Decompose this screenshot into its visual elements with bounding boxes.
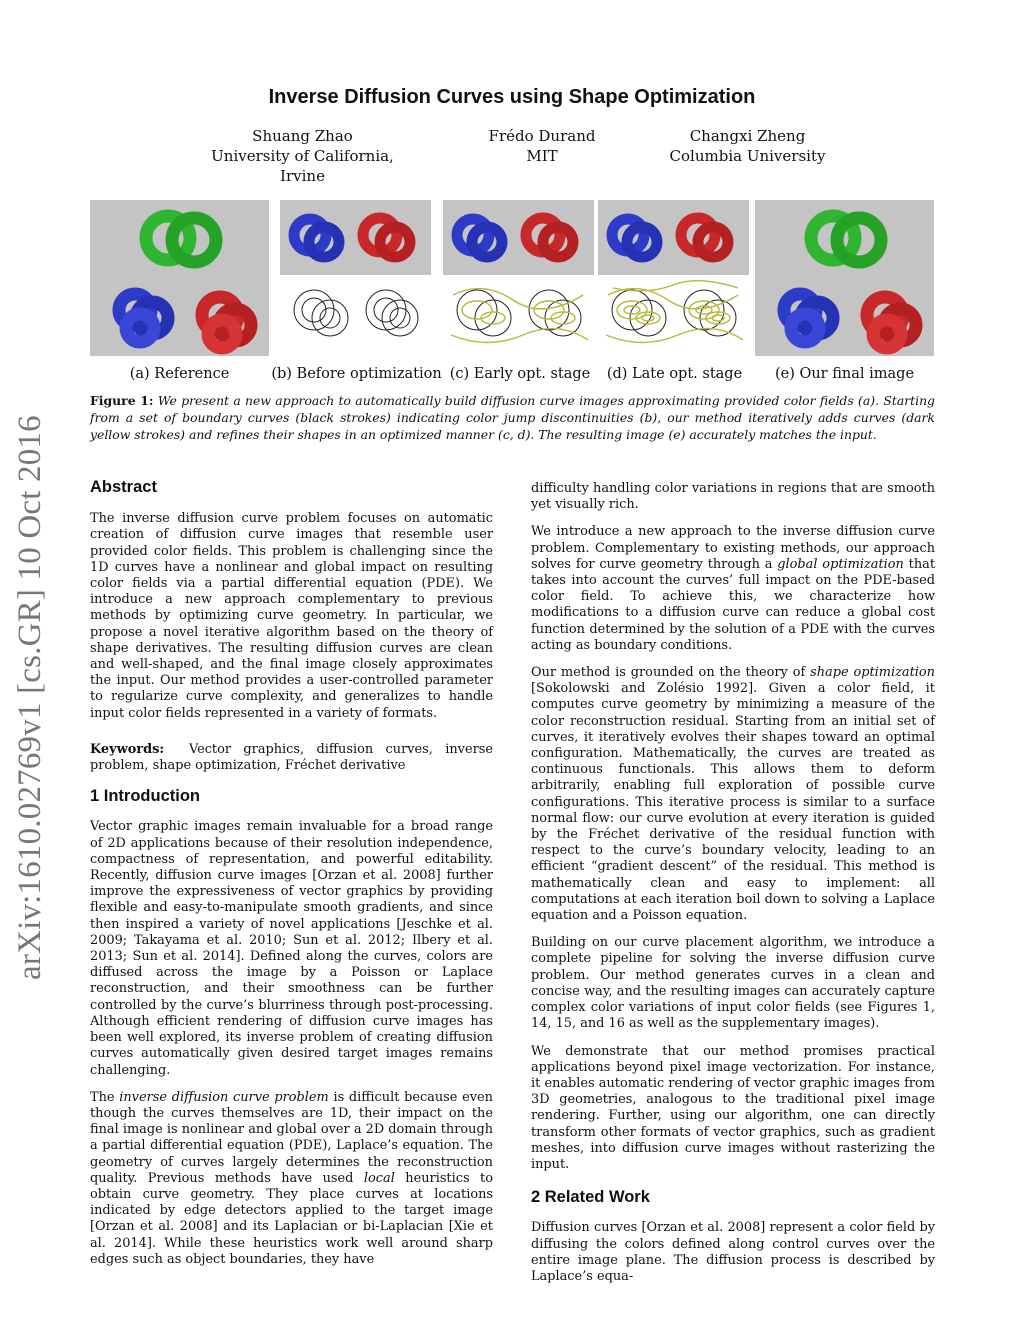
panel-caption-d: (d) Late opt. stage xyxy=(606,366,743,382)
keywords-label: Keywords: xyxy=(90,741,165,757)
author-1 xyxy=(190,126,415,186)
author-name: Shuang Zhao xyxy=(252,127,353,145)
figure-panel-d xyxy=(598,200,749,356)
figure-panel-b xyxy=(280,200,431,356)
panel-caption-b: (b) Before optimization xyxy=(271,366,442,382)
figure-label: Figure 1: xyxy=(90,393,154,408)
author-affiliation: University of California, Irvine xyxy=(211,147,394,185)
figure-panel-a xyxy=(90,200,269,356)
left-column xyxy=(90,479,493,1279)
related-work-paragraph: Diffusion curves [Orzan et al. 2008] represent a color field by diffusing the colors defined along control curves over the entire image plane. The diffusion process is described by Laplace’s equa- xyxy=(531,1220,935,1284)
panel-caption-c: (c) Early opt. stage xyxy=(449,366,591,382)
right-paragraph-0: difficulty handling color variations in regions that are smooth yet visually rich. xyxy=(531,481,935,513)
figure-caption-text: We present a new approach to automatically build diffusion curve images approximating provided color fields (a). Starting from a set of boundary curves (black strokes) indicating color jump discontinuities (b), our method iteratively adds curves (dark yellow strokes) and refines their shapes in an optimized manner (c, d). The resulting image (e) accurately matches the input. xyxy=(90,393,935,443)
right-paragraph-2: Our method is grounded on the theory of shape optimization [Sokolowski and Zolésio 1992]. Given a color field, it computes curve geometry by minimizing a measure of the color reconstruction residual. Starting from an initial set of curves, it iteratively evolves their shapes toward an optimal configuration. Mathematically, the curves are treated as continuous functionals. This allows them to deform arbitrarily, enabling full exploration of possible curve configurations. This iterative process is similar to a surface normal flow: our curve evolution at every iteration is guided by the Fréchet derivative of the residual function with respect to the curve’s boundary velocity, leading to an efficient “gradient descent” of the residual. This method is mathematically clean and easy to implement: all computations at each iteration boil down to solving a Laplace equation and a Poisson equation. xyxy=(531,665,935,924)
figure-panel-c xyxy=(443,200,594,356)
final-image xyxy=(755,200,934,356)
right-paragraph-4: We demonstrate that our method promises practical applications beyond pixel image vectorization. For instance, it enables automatic rendering of vector graphic images from 3D geometries, analogous to the traditional pixel image rendering. Further, using our algorithm, one can directly transform other formats of vector graphics, such as gradient meshes, into diffusion curve images without rasterizing the input. xyxy=(531,1043,935,1172)
related-work-heading: 2 Related Work xyxy=(531,1188,650,1207)
paper-title: Inverse Diffusion Curves using Shape Optimization xyxy=(268,86,756,108)
arxiv-stamp: arXiv:1610.02769v1 [cs.GR] 10 Oct 2016 xyxy=(12,415,48,980)
figure-caption xyxy=(90,392,935,444)
keywords xyxy=(90,742,493,774)
intro-heading: 1 Introduction xyxy=(90,787,200,806)
abstract-text: The inverse diffusion curve problem focuses on automatic creation of diffusion curve images that resemble user provided color fields. This problem is challenging since the 1D curves have a nonlinear and global impact on resulting color fields via a partial differential equation (PDE). We introduce a new approach complementary to previous methods by optimizing curve geometry. In particular, we propose a novel iterative algorithm based on the theory of shape derivatives. The resulting diffusion curves are clean and well-shaped, and the final image closely approximates the input. Our method provides a user-controlled parameter to regularize curve complexity, and generalizes to handle input color fields represented in a variety of formats. xyxy=(90,511,493,721)
panel-caption-e: (e) Our final image xyxy=(774,366,915,382)
late-stage-image xyxy=(598,200,749,356)
author-2 xyxy=(462,126,622,166)
author-affiliation: MIT xyxy=(526,147,558,165)
early-stage-image xyxy=(443,200,594,356)
figure-panel-e xyxy=(755,200,934,356)
intro-paragraph-1: Vector graphic images remain invaluable for a broad range of 2D applications because of their resolution independence, compactness of representation, and powerful editability. Recently, diffusion curve images [Orzan et al. 2008] further improve the expressiveness of vector graphics by providing flexible and easy-to-manipulate smooth gradients, and since then inspired a variety of novel applications [Jeschke et al. 2009; Takayama et al. 2010; Sun et al. 2012; Ilbery et al. 2013; Sun et al. 2014]. Defined along the curves, colors are diffused across the image by a Poisson or Laplace reconstruction, and their smoothness can be further controlled by the curve’s blurriness through post-processing. Although efficient rendering of diffusion curve images has been well explored, its inverse problem of creating diffusion curves automatically given desired target images remains challenging. xyxy=(90,819,493,1078)
author-3 xyxy=(660,126,835,166)
author-name: Frédo Durand xyxy=(488,127,596,145)
right-column xyxy=(531,481,935,1296)
abstract-heading: Abstract xyxy=(90,478,157,496)
boundary-curves-image xyxy=(280,200,431,356)
author-name: Changxi Zheng xyxy=(689,127,806,145)
intro-paragraph-2: The inverse diffusion curve problem is difficult because even though the curves themselves are 1D, their impact on the final image is nonlinear and global over a 2D domain through a partial differential equation (PDE), Laplace’s equation. The geometry of curves largely determines the reconstruction quality. Previous methods have used local heuristics to obtain curve geometry. They place curves at locations indicated by edge detectors applied to the target image [Orzan et al. 2008] and its Laplacian or bi-Laplacian [Xie et al. 2014]. While these heuristics work well around sharp edges such as object boundaries, they have xyxy=(90,1089,493,1267)
knots-reference-image xyxy=(90,200,269,356)
author-affiliation: Columbia University xyxy=(669,147,826,165)
right-paragraph-3: Building on our curve placement algorithm, we introduce a complete pipeline for solving the inverse diffusion curve problem. Our method generates curves in a clean and concise way, and the resulting images can accurately capture complex color variations of input color fields (see Figures 1, 14, 15, and 16 as well as the supplementary images). xyxy=(531,935,935,1032)
right-paragraph-1: We introduce a new approach to the inverse diffusion curve problem. Complementary to existing methods, our approach solves for curve geometry through a global optimization that takes into account the curves’ full impact on the PDE-based color field. To achieve this, we characterize how modifications to a diffusion curve can reduce a global cost function determined by the solution of a PDE with the curves acting as boundary conditions. xyxy=(531,524,935,653)
keywords-text: Vector graphics, diffusion curves, inverse problem, shape optimization, Fréchet derivative xyxy=(90,741,493,774)
panel-caption-a: (a) Reference xyxy=(129,366,230,382)
